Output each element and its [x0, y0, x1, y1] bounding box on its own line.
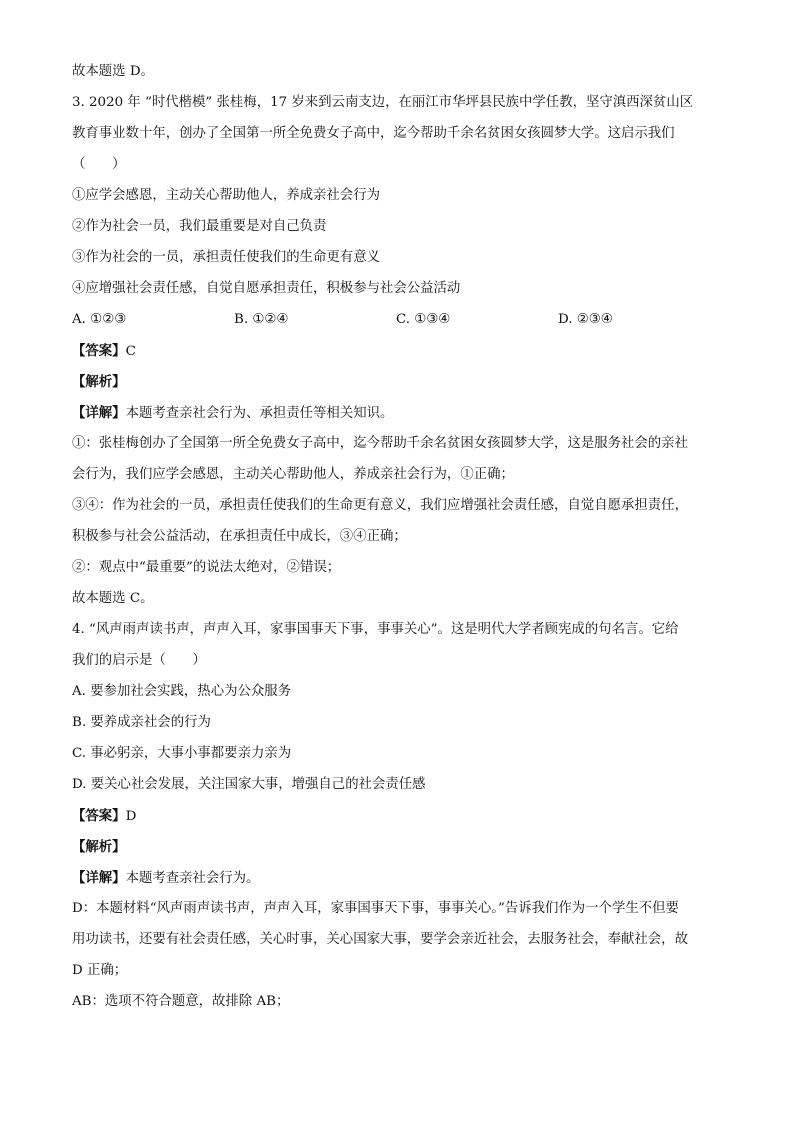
- text-line: B. 要养成亲社会的行为: [72, 715, 211, 730]
- answer-options: [72, 310, 724, 341]
- text-line: ③作为社会的一员，承担责任使我们的生命更有意义: [72, 250, 380, 265]
- section-label: 【答案】: [72, 343, 126, 359]
- section-label: 【详解】: [72, 405, 126, 421]
- answer-option: D. ②③④: [558, 312, 613, 327]
- text-line: ①：张桂梅创办了全国第一所全免费女子高中，迄今帮助千余名贫困女孩圆梦大学，这是服务社会的亲社: [72, 436, 688, 451]
- text-line: ②作为社会一员，我们最重要是对自己负责: [72, 219, 327, 234]
- section-text: D: [125, 809, 137, 824]
- section-label: 【答案】: [72, 808, 126, 824]
- section-label-line: [72, 868, 724, 899]
- section-label-line: [72, 372, 724, 403]
- answer-option: A. ①②③: [72, 312, 127, 327]
- text-line: 3. 2020 年 “时代楷模” 张桂梅，17 岁来到云南支边，在丽江市华坪县民族中学任教，坚守滇西深贫山区: [72, 95, 694, 110]
- answer-option: B. ①②④: [234, 312, 289, 327]
- section-label: 【解析】: [72, 374, 126, 390]
- text-line: ③④：作为社会的一员，承担责任使我们的生命更有意义，我们应增强社会责任感，自觉自愿承担责任，: [72, 498, 688, 513]
- text-line: 我们的启示是（ ）: [72, 653, 206, 668]
- text-line: A. 要参加社会实践，热心为公众服务: [72, 684, 292, 699]
- section-text: C: [125, 344, 136, 359]
- text-line: 用功读书，还要有社会责任感，关心时事，关心国家大事，要学会亲近社会，去服务社会，奉献社会，故: [72, 932, 688, 947]
- section-label-line: [72, 806, 724, 837]
- text-line: 故本题选 C。: [72, 591, 154, 606]
- text-line: 故本题选 D。: [72, 64, 154, 79]
- document-body: [72, 62, 724, 1023]
- text-line: ①应学会感恩，主动关心帮助他人，养成亲社会行为: [72, 188, 380, 203]
- text-line: D. 要关心社会发展，关注国家大事，增强自己的社会责任感: [72, 777, 426, 792]
- section-label-line: [72, 403, 724, 434]
- text-line: 会行为，我们应学会感恩，主动关心帮助他人，养成亲社会行为，①正确；: [72, 467, 514, 482]
- text-line: 积极参与社会公益活动，在承担责任中成长，③④正确；: [72, 529, 407, 544]
- text-line: D：本题材料“风声雨声读书声，声声入耳，家事国事天下事，事事关心。”告诉我们作为一个学生不但要: [72, 901, 679, 916]
- text-line: D 正确；: [72, 963, 128, 978]
- text-line: C. 事必躬亲，大事小事都要亲力亲为: [72, 746, 292, 761]
- text-line: ④应增强社会责任感，自觉自愿承担责任，积极参与社会公益活动: [72, 281, 461, 296]
- text-line: AB：选项不符合题意，故排除 AB；: [72, 994, 290, 1009]
- section-text: 本题考查亲社会行为。: [125, 871, 260, 886]
- section-label: 【解析】: [72, 839, 126, 855]
- section-label-line: [72, 837, 724, 868]
- section-label: 【详解】: [72, 870, 126, 886]
- section-label-line: [72, 341, 724, 372]
- text-line: ②：观点中“最重要”的说法太绝对，②错误；: [72, 560, 341, 575]
- text-line: （ ）: [72, 157, 126, 172]
- section-text: 本题考查亲社会行为、承担责任等相关知识。: [125, 406, 394, 421]
- answer-option: C. ①③④: [396, 312, 451, 327]
- text-line: 4. “风声雨声读书声，声声入耳，家事国事天下事，事事关心”。这是明代大学者顾宪成的句名言。它给: [72, 622, 679, 637]
- text-line: 教育事业数十年，创办了全国第一所全免费女子高中，迄今帮助千余名贫困女孩圆梦大学。这启示我们: [72, 126, 675, 141]
